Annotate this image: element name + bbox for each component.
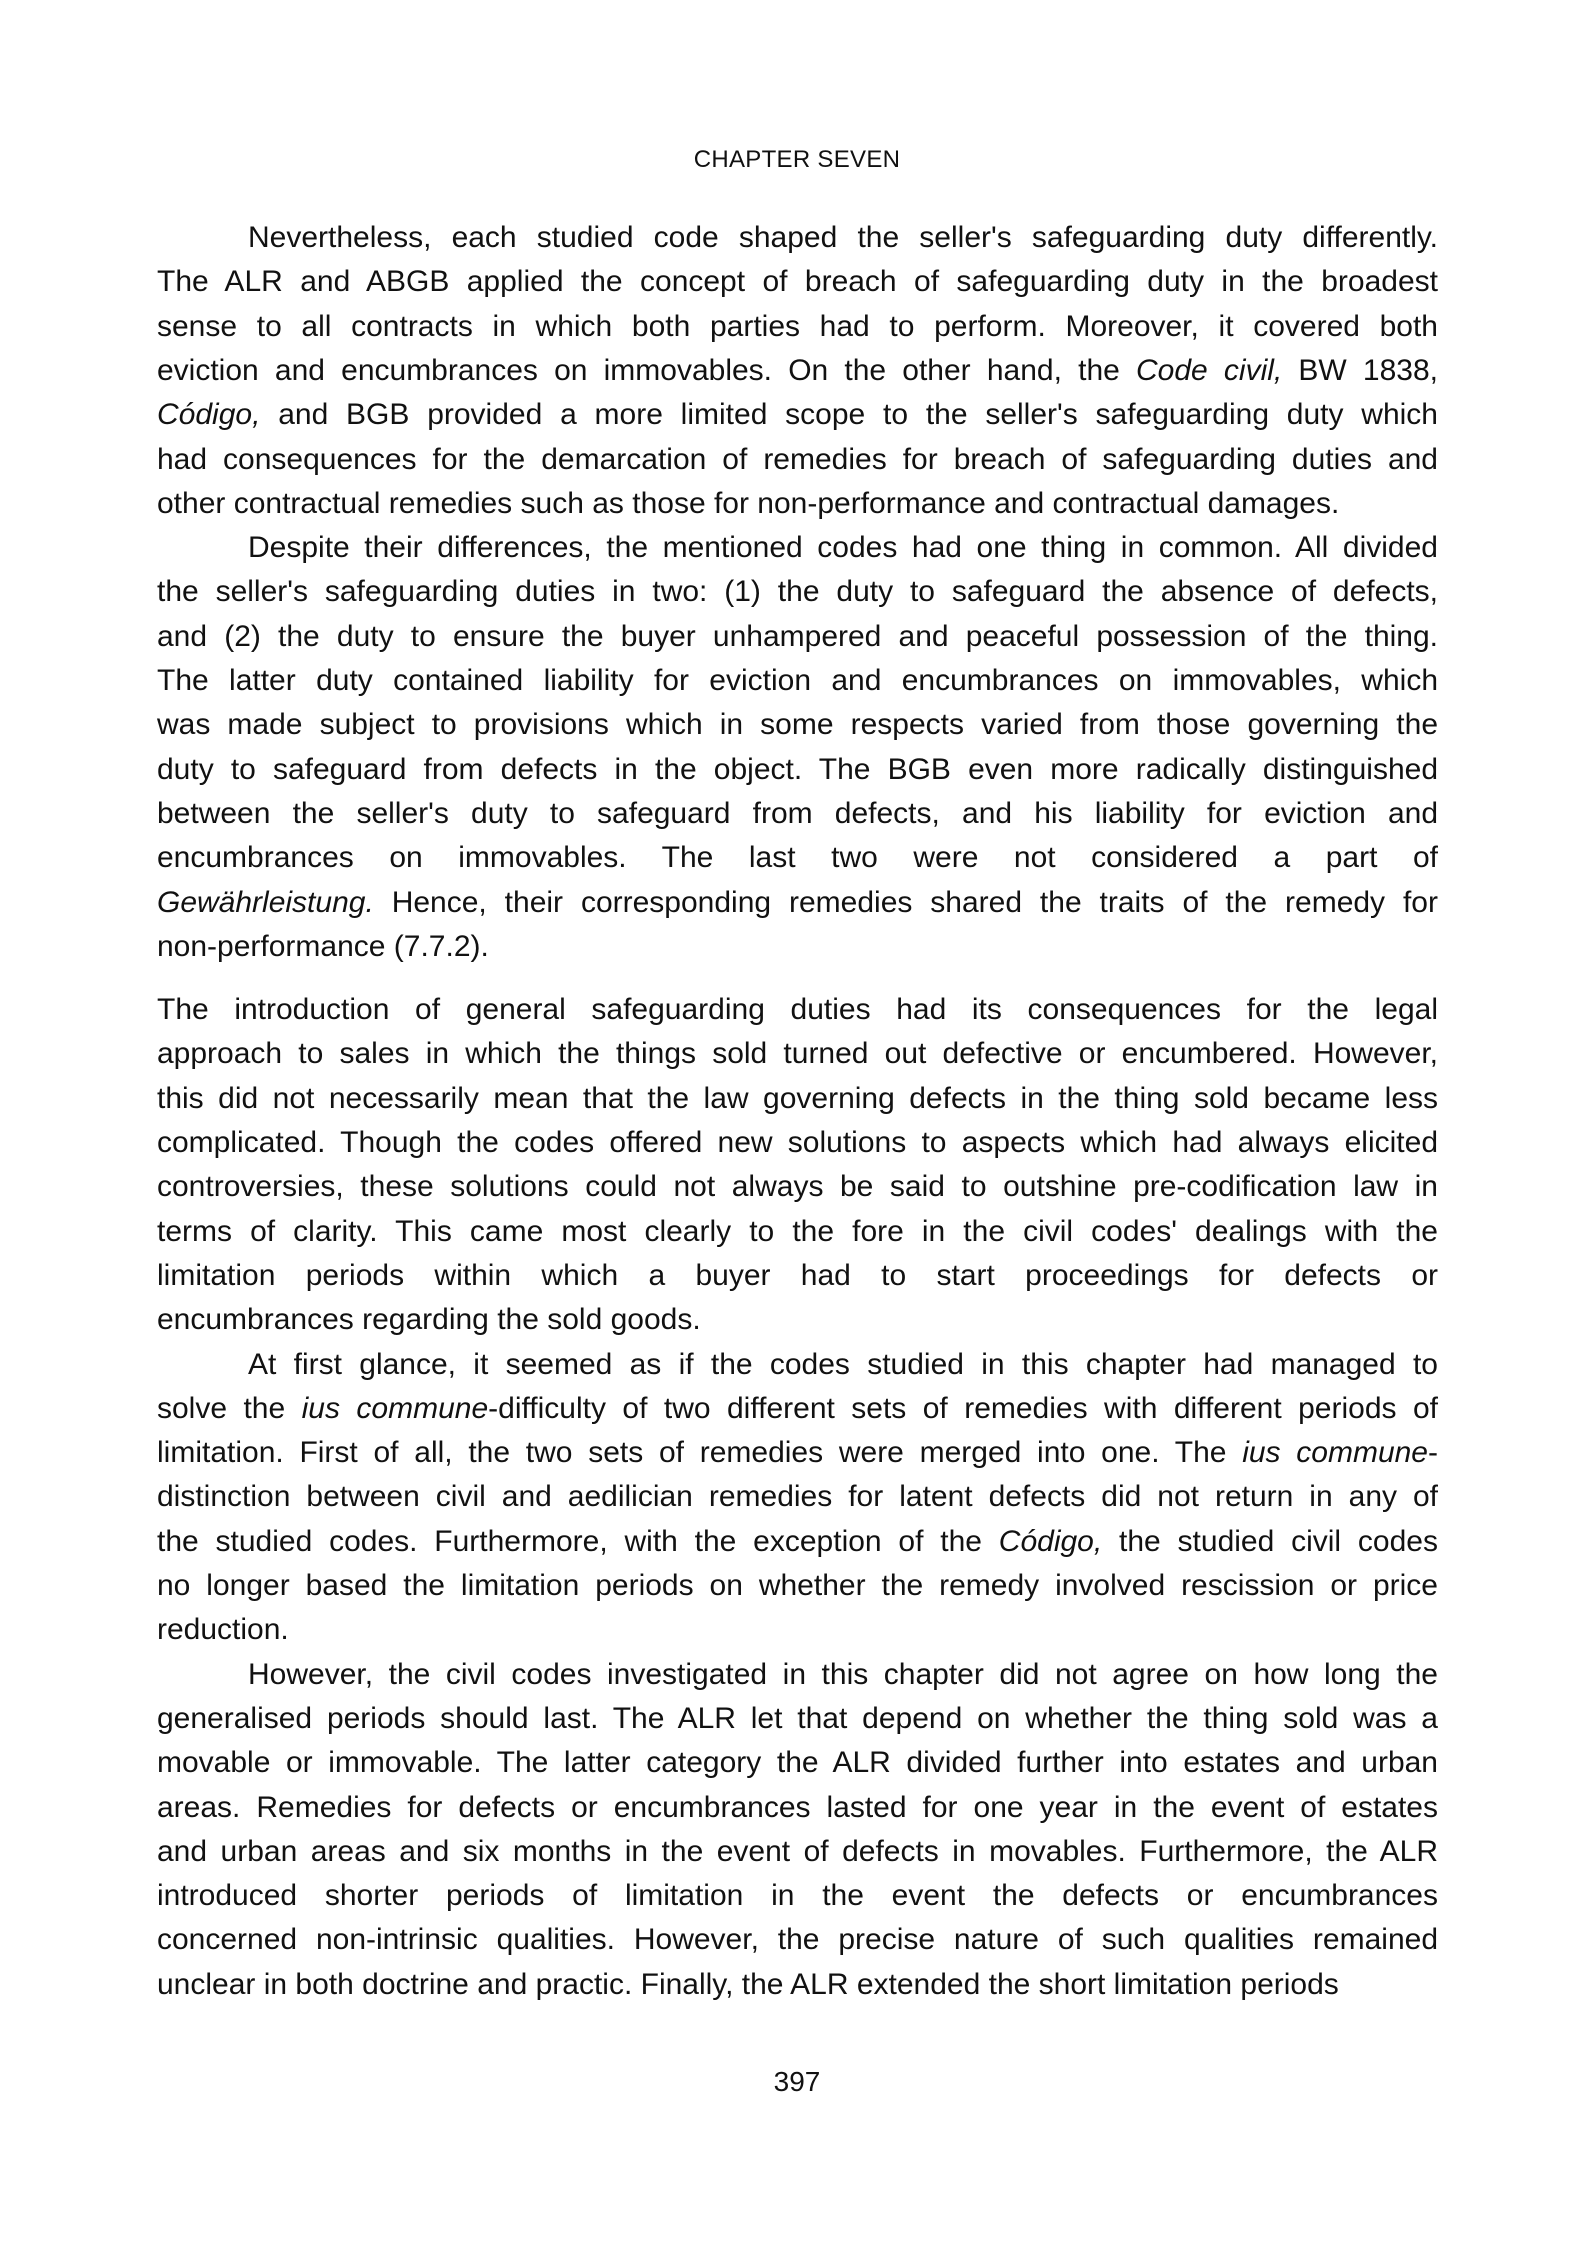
text-line: encumbrances on immovables. The last two were not considered a part of [157,841,1438,875]
text-line: Nevertheless, each studied code shaped the seller's safeguarding duty differently. [248,221,1438,254]
text-line: areas. Remedies for defects or encumbrances lasted for one year in the event of estates [157,1790,1438,1824]
text-line: was made subject to provisions which in some respects varied from those governing the [157,708,1438,742]
text-line: reduction. [157,1613,289,1647]
text-line: solve the ius commune-difficulty of two different sets of remedies with different periods of [157,1391,1438,1425]
text-line: had consequences for the demarcation of remedies for breach of safeguarding duties and [157,442,1438,476]
text-line: movable or immovable. The latter category the ALR divided further into estates and urban [157,1746,1438,1780]
text-line: non-performance (7.7.2). [157,929,489,963]
text-line: unclear in both doctrine and practic. Finally, the ALR extended the short limitation periods [157,1967,1339,2001]
text-line: limitation periods within which a buyer had to start proceedings for defects or [157,1258,1438,1292]
text-line: complicated. Though the codes offered new solutions to aspects which had always elicited [157,1126,1438,1159]
text-line: Gewährleistung. Hence, their corresponding remedies shared the traits of the remedy for [157,885,1438,919]
text-line: between the seller's duty to safeguard from defects, and his liability for eviction and [157,796,1438,830]
text-line: terms of clarity. This came most clearly to the fore in the civil codes' dealings with the [157,1214,1438,1248]
text-line: encumbrances regarding the sold goods. [157,1303,701,1337]
text-line: introduced shorter periods of limitation in the event the defects or encumbrances [157,1879,1438,1913]
text-line: and (2) the duty to ensure the buyer unhampered and peaceful possession of the thing. [157,619,1438,653]
text-line: At first glance, it seemed as if the codes studied in this chapter had managed to [248,1347,1438,1381]
text-line: However, the civil codes investigated in this chapter did not agree on how long the [248,1657,1438,1691]
text-line: The latter duty contained liability for eviction and encumbrances on immovables, which [157,664,1438,697]
text-line: concerned non-intrinsic qualities. However, the precise nature of such qualities remained [157,1923,1438,1957]
text-line: this did not necessarily mean that the law governing defects in the thing sold became less [157,1081,1438,1115]
running-header: CHAPTER SEVEN [693,146,901,173]
text-line: distinction between civil and aedilician remedies for latent defects did not return in any of [157,1480,1438,1514]
text-line: other contractual remedies such as those for non-performance and contractual damages. [157,486,1340,520]
text-line: generalised periods should last. The ALR let that depend on whether the thing sold was a [157,1701,1438,1735]
text-line: Despite their differences, the mentioned codes had one thing in common. All divided [248,531,1438,565]
text-line: approach to sales in which the things sold turned out defective or encumbered. However, [157,1037,1438,1071]
text-line: sense to all contracts in which both parties had to perform. Moreover, it covered both [157,309,1438,343]
text-line: duty to safeguard from defects in the object. The BGB even more radically distinguished [157,752,1438,786]
text-line: no longer based the limitation periods on whether the remedy involved rescission or price [157,1569,1438,1602]
text-line: The introduction of general safeguarding duties had its consequences for the legal [157,993,1438,1027]
page-number: 397 [773,2066,821,2097]
text-line: the studied codes. Furthermore, with the exception of the Código, the studied civil codes [157,1524,1438,1558]
text-line: the seller's safeguarding duties in two: (1) the duty to safeguard the absence of defects, [157,575,1438,609]
text-line: The ALR and ABGB applied the concept of breach of safeguarding duty in the broadest [157,265,1438,299]
text-line: eviction and encumbrances on immovables. On the other hand, the Code civil, BW 1838, [157,353,1438,387]
text-line: and urban areas and six months in the event of defects in movables. Furthermore, the ALR [157,1834,1438,1868]
text-line: controversies, these solutions could not always be said to outshine pre-codification law in [157,1170,1438,1204]
text-line: Código, and BGB provided a more limited scope to the seller's safeguarding duty which [157,398,1438,432]
text-line: limitation. First of all, the two sets of remedies were merged into one. The ius commune- [157,1436,1438,1470]
